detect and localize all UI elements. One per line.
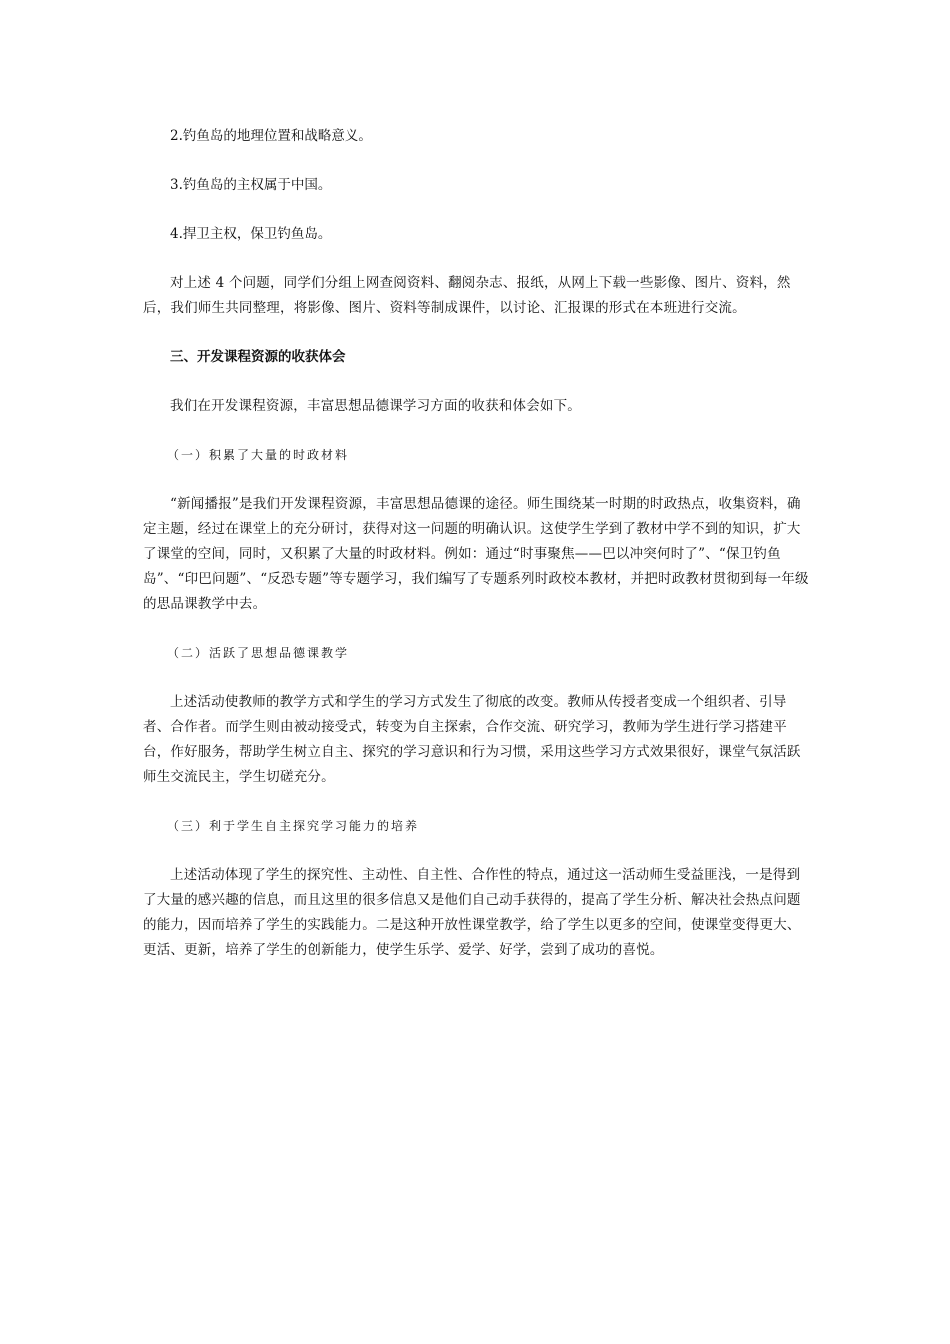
section-lead-paragraph: 我们在开发课程资源，丰富思想品德课学习方面的收获和体会如下。 — [170, 398, 581, 414]
document-body — [143, 124, 809, 987]
subsection-paragraph: 上述活动体现了学生的探究性、主动性、自主性、合作性的特点，通过这一活动师生受益匪浅，一是得到了大量的感兴趣的信息，而且这里的很多信息又是他们自己动手获得的，提高了学生分析、解决社会热点问题的能力，因而培养了学生的实践能力。二是这种开放性课堂教学，给了学生以更多的空间，使课堂变得更大、更活、更新，培养了学生的创新能力，使学生乐学、爱学、好学，尝到了成功的喜悦。 — [143, 867, 801, 958]
intro-paragraph: 对上述 4 个问题，同学们分组上网查阅资料、翻阅杂志、报纸，从网上下载一些影像、图片、资料，然后，我们师生共同整理，将影像、图片、资料等制成课件，以讨论、汇报课的形式在本班进行交流。 — [143, 275, 791, 316]
list-item: 4.捍卫主权，保卫钓鱼岛。 — [170, 226, 332, 242]
subsection-paragraph: “新闻播报”是我们开发课程资源，丰富思想品德课的途径。师生围绕某一时期的时政热点，收集资料，确定主题，经过在课堂上的充分研讨，获得对这一问题的明确认识。这使学生学到了教材中学不到的知识，扩大了课堂的空间，同时，又积累了大量的时政材料。例如：通过“时事聚焦——巴以冲突何时了”、“保卫钓鱼岛”、“印巴问题”、“反恐专题”等专题学习，我们编写了专题系列时政校本教材，并把时政教材贯彻到每一年级的思品课教学中去。 — [143, 496, 809, 612]
section-heading: 三、开发课程资源的收获体会 — [170, 349, 346, 365]
subsection-paragraph: 上述活动使教师的教学方式和学生的学习方式发生了彻底的改变。教师从传授者变成一个组织者、引导者、合作者。而学生则由被动接受式，转变为自主探索，合作交流、研究学习，教师为学生进行学习搭建平台，作好服务，帮助学生树立自主、探究的学习意识和行为习惯，采用这些学习方式效果很好，课堂气氛活跃师生交流民主，学生切磋充分。 — [143, 694, 801, 785]
list-item: 2.钓鱼岛的地理位置和战略意义。 — [170, 128, 372, 144]
subsection-heading: （一）积累了大量的时政材料 — [167, 448, 350, 462]
list-item: 3.钓鱼岛的主权属于中国。 — [170, 177, 332, 193]
subsection-heading: （二）活跃了思想品德课教学 — [167, 646, 350, 660]
subsection-heading: （三）利于学生自主探究学习能力的培养 — [167, 819, 420, 833]
